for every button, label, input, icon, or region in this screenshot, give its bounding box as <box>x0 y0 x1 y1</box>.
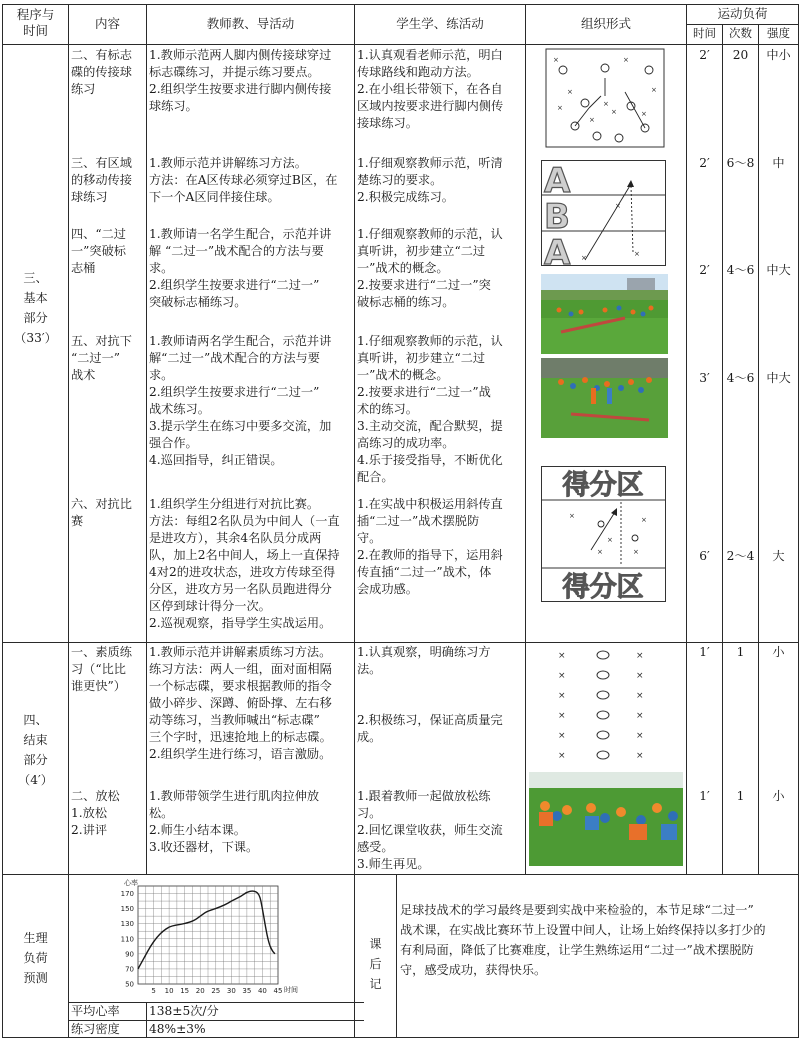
load-count-2: 20 <box>732 48 749 62</box>
svg-text:×: × <box>581 254 587 262</box>
svg-text:×: × <box>623 56 629 64</box>
svg-text:×: × <box>558 671 566 681</box>
zone-a2-letter: A <box>544 233 571 266</box>
rule <box>146 4 147 874</box>
header-sequence-time: 程序与 时间 <box>16 7 55 38</box>
header-organization: 组织形式 <box>580 16 631 31</box>
chart-x-tick-label: 5 <box>151 987 156 995</box>
student-text-2: 1.认真观看老师示范，明白 传球路线和跑动方法。 2.在小组长带领下，在各自 区域内按要求进行脚内侧传 接球练习。 <box>357 48 504 130</box>
load-time-quality: 1′ <box>699 645 710 659</box>
rule <box>2 874 798 875</box>
student-text-quality: 1.认真观察，明确练习方 法。 2.积极练习，保证高质量完 成。 <box>357 645 503 744</box>
section-ending: 四、 结束 部分 （4′） <box>18 713 53 787</box>
svg-text:×: × <box>558 691 566 701</box>
chart-y-tick-label: 170 <box>120 890 134 899</box>
avg-heart-rate-value: 138±5次/分 <box>149 1004 219 1018</box>
chart-x-axis-label: 时间 <box>284 986 298 994</box>
svg-text:×: × <box>558 751 566 761</box>
svg-text:×: × <box>558 731 566 741</box>
rule <box>2 44 798 45</box>
svg-text:×: × <box>603 100 609 108</box>
svg-text:×: × <box>641 110 647 118</box>
svg-text:×: × <box>569 512 575 520</box>
header-content: 内容 <box>94 16 120 31</box>
content-item-relax: 二、放松 1.放松 2.讲评 <box>71 789 120 837</box>
chart-x-tick-label: 35 <box>242 987 252 995</box>
svg-text:×: × <box>553 56 559 64</box>
load-time-3: 2′ <box>699 156 710 170</box>
svg-text:×: × <box>636 711 644 721</box>
content-item-4: 四、“二过 一”突破标 志桶 <box>71 227 126 275</box>
rule <box>354 4 355 1038</box>
student-text-3: 1.仔细观察教师示范，听清 楚练习的要求。 2.积极完成练习。 <box>357 156 503 204</box>
load-count-3: 6～8 <box>726 156 755 170</box>
rule <box>525 4 526 874</box>
load-intensity-quality: 小 <box>772 645 785 659</box>
svg-text:×: × <box>558 711 566 721</box>
chart-x-tick-label: 25 <box>211 987 221 995</box>
svg-text:×: × <box>607 536 613 544</box>
svg-text:×: × <box>636 651 644 661</box>
chart-y-tick-label: 50 <box>125 980 134 989</box>
svg-text:×: × <box>611 108 617 116</box>
svg-text:×: × <box>651 86 657 94</box>
load-count-relax: 1 <box>736 789 745 803</box>
chart-y-tick-label: 70 <box>125 965 134 974</box>
header-exercise-load: 运动负荷 <box>717 6 768 21</box>
header-teacher: 教师教、导活动 <box>206 16 295 31</box>
svg-text:×: × <box>636 691 644 701</box>
avg-heart-rate-label: 平均心率 <box>71 1004 120 1018</box>
teacher-text-4: 1.教师请一名学生配合，示范并讲 解 “二过一”战术配合的方法与要 求。 2.组织学生按要求进行“二过一” 突破标志桶练习。 <box>149 227 332 309</box>
load-intensity-3: 中 <box>772 156 785 170</box>
svg-text:×: × <box>567 88 573 96</box>
marker-disc-drill-diagram <box>548 646 658 762</box>
rule <box>2 4 3 1038</box>
teacher-text-relax: 1.教师带领学生进行肌肉拉伸放 松。 2.师生小结本课。 3.收还器材，下课。 <box>149 789 320 854</box>
heart-rate-chart <box>98 876 318 1000</box>
svg-text:×: × <box>641 516 647 524</box>
svg-text:×: × <box>557 104 563 112</box>
load-intensity-6: 大 <box>772 549 785 563</box>
load-count-4: 4～6 <box>726 263 755 277</box>
content-item-quality: 一、素质练 习（“比比 谁更快”） <box>71 645 132 693</box>
teacher-text-3: 1.教师示范并讲解练习方法。 方法：在A区传球必须穿过B区，在 下一个A区同伴接住球。 <box>149 156 338 204</box>
load-count-6: 2～4 <box>726 549 755 563</box>
load-count-quality: 1 <box>736 645 745 659</box>
header-student: 学生学、练活动 <box>396 16 484 31</box>
rule <box>798 4 799 1038</box>
exercise-density-label: 练习密度 <box>71 1022 120 1036</box>
load-time-2: 2′ <box>699 48 710 62</box>
header-intensity: 强度 <box>767 26 790 40</box>
svg-text:×: × <box>634 250 640 258</box>
rule <box>2 4 798 5</box>
student-text-6: 1.在实战中积极运用斜传直 插“二过一”战术摆脱防 守。 2.在教师的指导下，运用斜 传直插“二过一”战术，体 会成功感。 <box>357 497 503 596</box>
content-item-3: 三、有区域 的移动传接 球练习 <box>71 156 132 204</box>
chart-y-ticks <box>121 890 134 988</box>
chart-x-tick-label: 30 <box>226 987 236 995</box>
svg-text:×: × <box>636 731 644 741</box>
svg-text:×: × <box>636 751 644 761</box>
svg-text:×: × <box>597 548 603 556</box>
load-intensity-5: 中大 <box>766 371 791 385</box>
rule <box>396 874 397 1038</box>
post-class-notes-label: 课 后 记 <box>369 937 382 991</box>
chart-x-tick-label: 15 <box>180 987 190 995</box>
load-time-relax: 1′ <box>699 789 710 803</box>
load-time-4: 2′ <box>699 263 710 277</box>
zone-ab-diagram <box>541 160 666 266</box>
section-basic: 三、 基本 部分 （33′） <box>14 271 57 345</box>
svg-text:×: × <box>636 671 644 681</box>
rule <box>686 4 687 874</box>
student-text-5: 1.仔细观察教师的示范，认 真听讲，初步建立“二过 一”战术的概念。 2.按要求进行“二过一”战 术的练习。 3.主动交流，配合默契，提 高练习的成功率。 4.乐于接受指导，不断优化 配合。 <box>357 334 503 484</box>
teacher-text-2: 1.教师示范两人脚内侧传接球穿过 标志碟练习，并提示练习要点。 2.组织学生按要求进行脚内侧传接 球练习。 <box>149 48 332 113</box>
chart-x-tick-label: 45 <box>273 987 283 995</box>
svg-text:×: × <box>589 116 595 124</box>
student-text-relax: 1.跟着教师一起做放松练 习。 2.回忆课堂收获，师生交流 感受。 3.师生再见。 <box>357 789 503 871</box>
load-time-6: 6′ <box>699 549 710 563</box>
svg-text:×: × <box>558 651 566 661</box>
rule <box>722 24 723 874</box>
header-time: 时间 <box>693 26 716 40</box>
load-intensity-4: 中大 <box>766 263 791 277</box>
content-item-5: 五、对抗下 “二过一” 战术 <box>71 334 132 382</box>
svg-text:×: × <box>615 202 621 210</box>
rule <box>758 24 759 874</box>
score-zone-bottom: 得分区 <box>562 572 644 602</box>
two-pass-one-photo <box>541 274 668 354</box>
exercise-density-value: 48%±3% <box>149 1022 206 1036</box>
load-time-5: 3′ <box>699 371 710 385</box>
chart-y-tick-label: 150 <box>120 905 134 914</box>
load-intensity-2: 中小 <box>766 48 791 62</box>
chart-x-tick-label: 40 <box>257 987 267 995</box>
content-item-6: 六、对抗比 赛 <box>71 497 132 528</box>
stretching-photo <box>529 772 683 866</box>
teacher-text-6: 1.组织学生分组进行对抗比赛。 方法：每组2名队员为中间人（一直 是进攻方），其余4名队员分成两 队，加上2名中间人，场上一直保持 4对2的进攻状态，进攻方传球至得 分区，进攻方另一名队员跑进得分 区停到球计得分一次。 2.巡视观察，指导学生实战运用。 <box>149 497 340 630</box>
chart-y-tick-label: 110 <box>120 935 134 944</box>
load-count-5: 4～6 <box>726 371 755 385</box>
post-class-notes-text: 足球技战术的学习最终是要到实战中来检验的，本节足球“二过一” 战术课，在实战比赛环节上设置中间人，让场上始终保持以多打少的 有利局面，降低了比赛难度，让学生熟练运用“二过一”战术摆脱防 守，感受成功，获得快乐。 <box>400 903 766 977</box>
content-item-2: 二、有标志 碟的传接球 练习 <box>71 48 132 96</box>
zone-b-letter: B <box>544 197 570 237</box>
confrontation-photo <box>541 358 668 438</box>
rule <box>146 1002 147 1038</box>
zone-a-letter: A <box>544 161 571 201</box>
cone-passing-diagram <box>545 48 665 148</box>
chart-y-tick-label: 90 <box>125 950 134 959</box>
chart-x-ticks <box>151 987 282 995</box>
rule <box>68 4 69 1038</box>
teacher-text-quality: 1.教师示范并讲解素质练习方法。 练习方法：两人一组，面对面相隔 一个标志碟，要求根据教师的指令 做小碎步、深蹲、俯卧撑、左右移 动等练习，当教师喊出“标志碟” 三个字时，迅速抢地上的标志碟。 2.组织学生进行练习，语言激励。 <box>149 645 332 761</box>
svg-text:×: × <box>633 548 639 556</box>
chart-x-tick-label: 20 <box>195 987 205 995</box>
teacher-text-5: 1.教师请两名学生配合，示范并讲 解“二过一”战术配合的方法与要 求。 2.组织学生按要求进行“二过一” 战术练习。 3.提示学生在练习中要多交流，加 强合作。 4.巡回指导，纠正错误。 <box>149 334 332 467</box>
chart-y-axis-label: 心率 <box>124 879 138 887</box>
chart-y-tick-label: 130 <box>120 920 134 929</box>
student-text-4: 1.仔细观察教师的示范，认 真听讲，初步建立“二过 一”战术的概念。 2.按要求进行“二过一”突 破标志桶的练习。 <box>357 227 503 309</box>
score-zone-diagram <box>541 466 666 602</box>
score-zone-top: 得分区 <box>562 470 644 501</box>
chart-x-tick-label: 10 <box>164 987 174 995</box>
rule <box>2 642 798 643</box>
physiological-load-label: 生理 负荷 预测 <box>23 931 48 985</box>
load-intensity-relax: 小 <box>772 789 785 803</box>
header-count: 次数 <box>729 26 752 40</box>
